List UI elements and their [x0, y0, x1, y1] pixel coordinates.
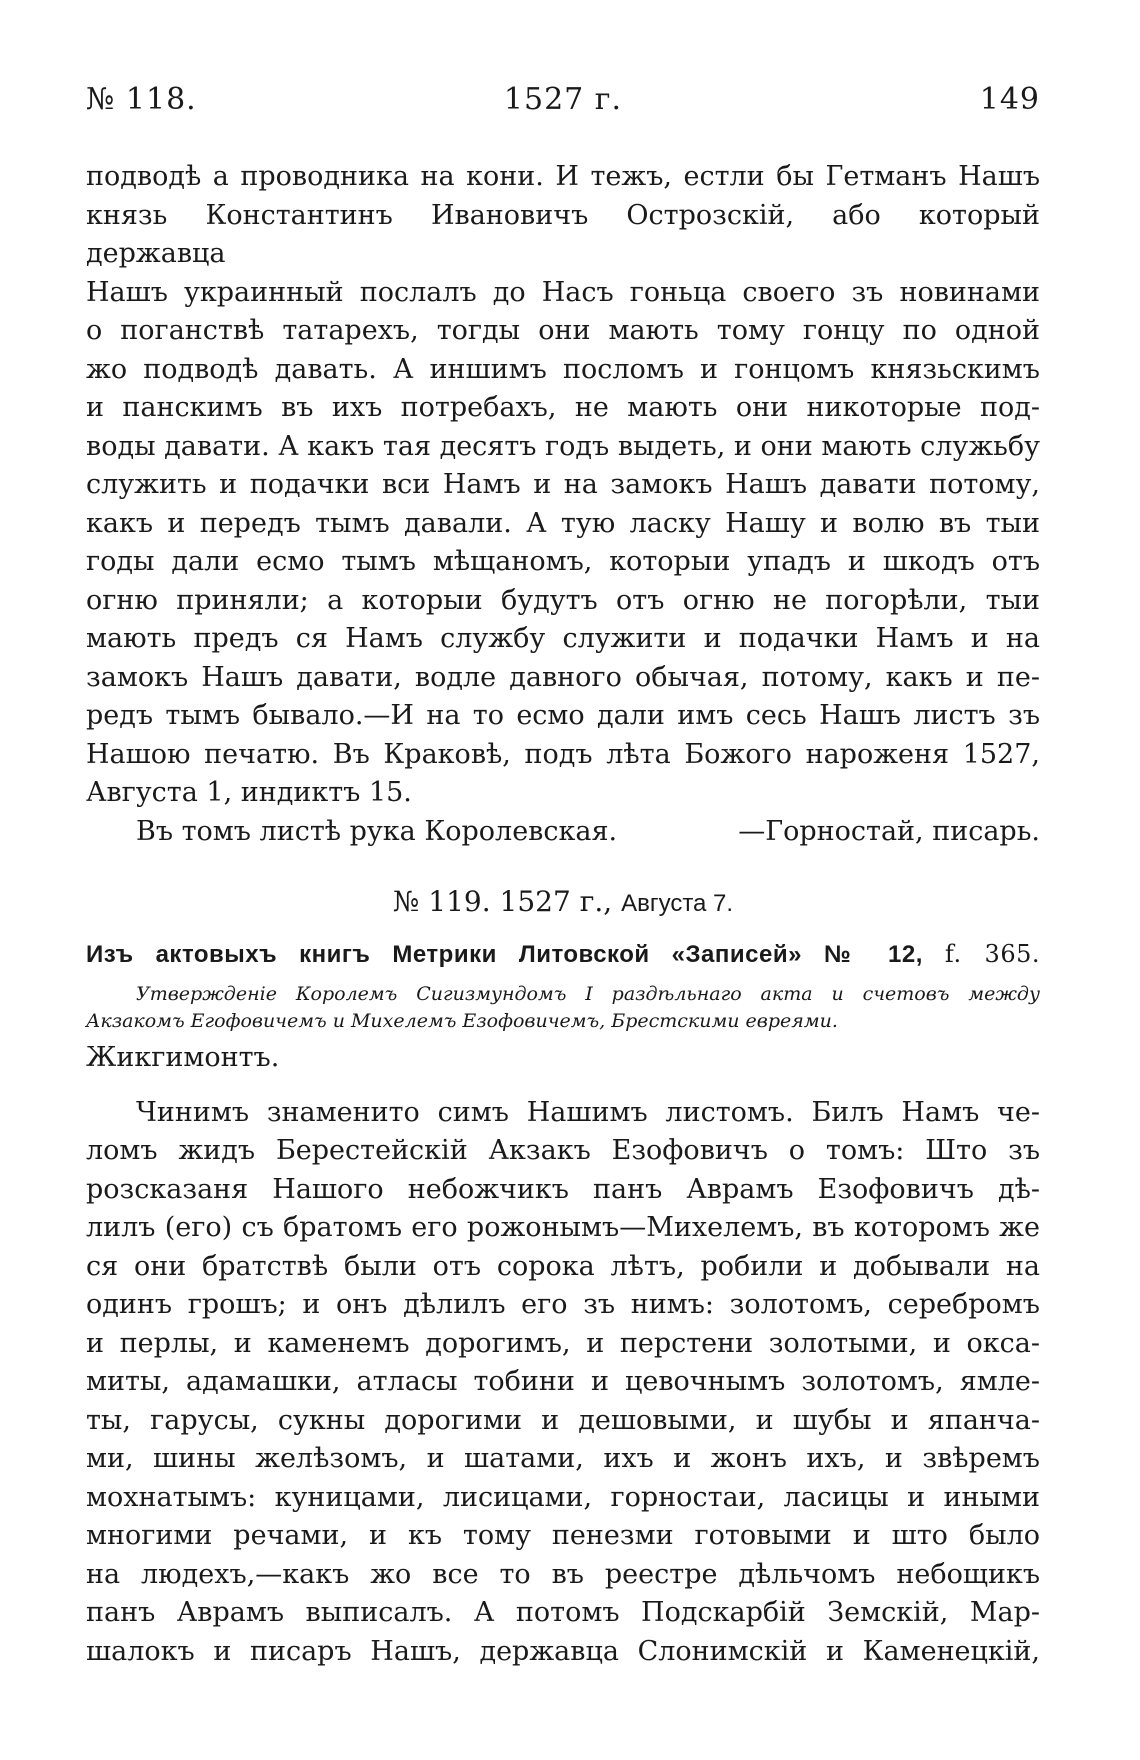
- document-page: [86, 70, 1040, 1730]
- header-year: 1527 г.: [503, 82, 623, 117]
- text-line: воды давати. А какъ тая десятъ годъ выдеть, и они мають служьбу: [86, 430, 1040, 462]
- source-text: Изъ актовыхъ книгъ Метрики Литовской «Записей» № 12,: [86, 941, 945, 968]
- text-line: князь Константинъ Ивановичъ Острозскій, або который державца: [86, 199, 1040, 269]
- signature-right: —Горностай, писарь.: [738, 815, 1040, 847]
- text-line: шалокъ и писаръ Нашъ, державца Слонимскій и Каменецкій,: [86, 1635, 1040, 1667]
- text-line: какъ и передъ тымъ давали. А тую ласку Нашу и волю въ тыи: [86, 507, 1040, 539]
- document-119-text: [86, 1094, 1040, 1672]
- text-line-last: Августа 1, индиктъ 15.: [86, 777, 412, 808]
- text-line: подводѣ а проводника на кони. И тежъ, естли бы Гетманъ Нашъ: [86, 161, 1040, 192]
- opening-name: Жикгимонтъ.: [86, 1042, 280, 1073]
- text-line: редъ тымъ бывало.—И на то есмо дали имъ сесь Нашъ листъ зъ: [86, 700, 1040, 731]
- text-line: служить и подачки вси Намъ и на замокъ Нашъ давати потому,: [86, 469, 1040, 500]
- text-line: жо подводѣ давать. А иншимъ посломъ и гонцомъ князьскимъ: [86, 353, 1040, 385]
- text-line: Нашъ украинный послалъ до Насъ гоньца своего зъ новинами: [86, 276, 1040, 308]
- text-line: лилъ (его) съ братомъ его рожонымъ—Михелемъ, въ которомъ же: [86, 1212, 1040, 1243]
- document-summary: [86, 981, 1040, 1035]
- text-line: Чинимъ знаменито симъ Нашимъ листомъ. Билъ Намъ че-: [136, 1096, 1040, 1128]
- running-header: [86, 70, 1040, 126]
- document-119-heading: [86, 885, 1040, 918]
- text-line: одинъ грошъ; и онъ дѣлилъ его зъ нимъ: золотомъ, серебромъ: [86, 1289, 1040, 1320]
- text-line: и панскимъ въ ихъ потребахъ, не мають они никоторые под-: [86, 392, 1040, 423]
- text-line: мохнатымъ: куницами, лисицами, горностаи, ласицы и иными: [86, 1481, 1040, 1513]
- source-line: [86, 940, 1040, 969]
- header-page-number: 149: [979, 82, 1040, 117]
- text-line: розсказаня Нашого небожчикъ панъ Аврамъ Езофовичъ дѣ-: [86, 1173, 1040, 1205]
- document-118-text: [86, 158, 1040, 851]
- text-line: Нашою печатю. Въ Краковѣ, подъ лѣта Божого нароженя 1527,: [86, 738, 1040, 770]
- text-line: замокъ Нашъ давати, водле давного обычая, потому, какъ и пе-: [86, 661, 1040, 693]
- source-reference: f. 365.: [944, 940, 1040, 968]
- text-line: ломъ жидъ Берестейскій Акзакъ Езофовичъ о томъ: Што зъ: [86, 1135, 1040, 1166]
- signature-line: [86, 813, 1040, 852]
- text-line: огню приняли; а которыи будутъ отъ огню не погорѣли, тыи: [86, 584, 1040, 616]
- text-line: на людехъ,—какъ жо все то въ реестре дѣльчомъ небощикъ: [86, 1558, 1040, 1590]
- text-line: мають предъ ся Намъ службу служити и подачки Намъ и на: [86, 623, 1040, 654]
- text-line: о поганствѣ татарехъ, тогды они мають тому гонцу по одной: [86, 315, 1040, 346]
- summary-line: Утвержденіе Королемъ Сигизмундомъ I раздѣльнаго акта и счетовъ между: [136, 983, 1040, 1005]
- text-line: годы дали есмо тымъ мѣщаномъ, которыи упадъ и шкодъ отъ: [86, 546, 1040, 577]
- header-document-number: № 118.: [86, 82, 197, 117]
- text-line: многими речами, и къ тому пенезми готовыми и што было: [86, 1520, 1040, 1551]
- summary-line: Акзакомъ Егофовичемъ и Михелемъ Езофовичемъ, Брестскими евреями.: [86, 1010, 838, 1032]
- signature-left: Въ томъ листѣ рука Королевская.: [136, 815, 618, 847]
- text-line: и перлы, и каменемъ дорогимъ, и перстени золотыми, и окса-: [86, 1327, 1040, 1359]
- text-line: миты, адамашки, атласы тобини и цевочнымъ золотомъ, ямле-: [86, 1366, 1040, 1397]
- text-line: ты, гарусы, сукны дорогими и дешовыми, и шубы и япанча-: [86, 1404, 1040, 1436]
- text-line: панъ Аврамъ выписалъ. А потомъ Подскарбій Земскій, Мар-: [86, 1597, 1040, 1628]
- text-line: ми, шины желѣзомъ, и шатами, ихъ и жонъ ихъ, и звѣремъ: [86, 1443, 1040, 1474]
- heading-number: № 119. 1527 г.,: [392, 885, 622, 918]
- text-line: ся они братствѣ были отъ сорока лѣтъ, робили и добывали на: [86, 1250, 1040, 1282]
- heading-date: Августа 7.: [621, 890, 734, 917]
